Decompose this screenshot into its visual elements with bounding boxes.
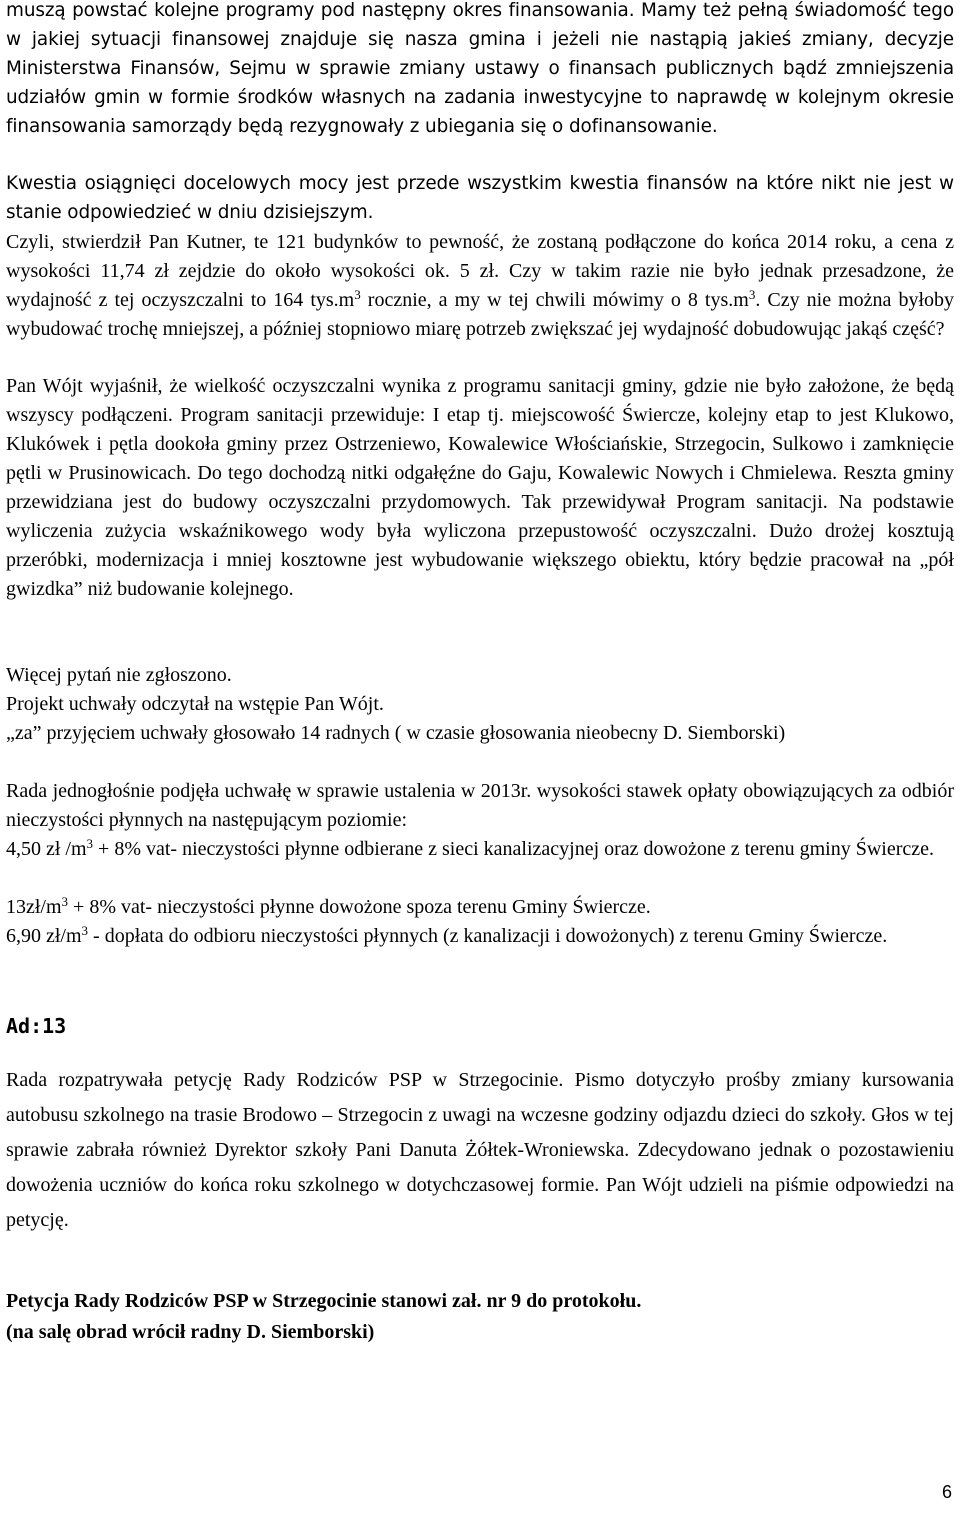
superscript-3: 3 bbox=[86, 836, 94, 851]
paragraph-draft-read: Projekt uchwały odczytał na wstępie Pan Wójt. bbox=[6, 693, 384, 715]
superscript-3: 3 bbox=[354, 287, 361, 302]
paragraph-resolution: Rada jednogłośnie podjęła uchwałę w sprawie ustalenia w 2013r. wysokości stawek opłaty obowiązujących za odbiór nieczystości płynnych na następującym poziomie: bbox=[6, 780, 954, 831]
paragraph-wojt-explanation: Pan Wójt wyjaśnił, że wielkość oczyszczalni wynika z programu sanitacji gminy, gdzie nie było założone, że będą wszyscy podłączeni. Program sanitacji przewiduje: I etap tj. miejscowość Świercze, kolejny etap to jest Klukowo, Klukówek i pętla dookoła gminy przez Ostrzeniewo, Kowalewice Włościańskie, Strzegocin, Sulkowo i zamknięcie pętli w Prusinowicach. Do tego dochodzą nitki odgałęźne do Gaju, Kowalewic Nowych i Chmielewa. Reszta gminy przewidziana jest do budowy oczyszczalni przydomowych. Tak przewidywał Program sanitacji. Na podstawie wyliczenia zużycia wskaźnikowego wody była wyliczona przepustowość oczyszczalni. Dużo drożej kosztują przeróbki, modernizacja i mniej kosztowne jest wybudowanie większego obiektu, który będzie pracował na „pół gwizdka” niż budowanie kolejnego. bbox=[6, 375, 954, 600]
paragraph-kutner-question bbox=[6, 228, 954, 344]
rate-1-amount: 4,50 zł /m bbox=[6, 838, 87, 860]
bold-note-return: (na salę obrad wrócił radny D. Siemborski) bbox=[6, 1321, 375, 1343]
kutner-text-1: Czyli, stwierdził Pan Kutner, te 121 budynków to pewność, że zostaną podłączone do końca 2014 roku, a cena z wysokości 11,74 zł zejdzie do około wysokości ok. 5 zł. Czy w takim razie nie było jednak przesadzone, że wydajność z tej oczyszczalni to 164 tys.m bbox=[6, 231, 954, 311]
rate-line-3 bbox=[6, 922, 954, 951]
paragraph-vote: „za” przyjęciem uchwały głosowało 14 radnych ( w czasie głosowania nieobecny D. Siemborski) bbox=[6, 722, 786, 744]
rate-3-description: - dopłata do odbioru nieczystości płynnych (z kanalizacji i dowożonych) z terenu Gminy Świercze. bbox=[88, 925, 888, 947]
rate-line-2 bbox=[6, 893, 954, 922]
paragraph-capacity-question: Kwestia osiągnięci docelowych mocy jest przede wszystkim kwestia finansów na które nikt nie jest w stanie odpowiedzieć w dniu dzisiejszym. bbox=[6, 173, 954, 223]
paragraph-financing: muszą powstać kolejne programy pod następny okres finansowania. Mamy też pełną świadomość tego w jakiej sytuacji finansowej znajduje się nasza gmina i jeżeli nie nastąpią jakieś zmiany, decyzje Ministerstwa Finansów, Sejmu w sprawie zmiany ustawy o finansach publicznych bądź zmniejszenia udziałów gmin w formie środków własnych na zadania inwestycyjne to naprawdę w kolejnym okresie finansowania samorządy będą rezygnowały z ubiegania się o dofinansowanie. bbox=[6, 0, 954, 137]
section-heading: Ad:13 bbox=[6, 1014, 67, 1038]
page-number: 6 bbox=[941, 1482, 952, 1502]
rate-1-description: + 8% vat- nieczystości płynne odbierane z sieci kanalizacyjnej oraz dowożone z terenu gminy Świercze. bbox=[93, 838, 934, 860]
rate-line-1 bbox=[6, 835, 954, 864]
superscript-3: 3 bbox=[81, 923, 89, 938]
superscript-3: 3 bbox=[61, 894, 69, 909]
paragraph-petition: Rada rozpatrywała petycję Rady Rodziców PSP w Strzegocinie. Pismo dotyczyło prośby zmiany kursowania autobusu szkolnego na trasie Brodowo – Strzegocin z uwagi na wczesne godziny odjazdu dzieci do szkoły. Głos w tej sprawie zabrała również Dyrektor szkoły Pani Danuta Żółtek-Wroniewska. Zdecydowano jednak o pozostawieniu dowożenia uczniów do końca roku szkolnego w dotychczasowej formie. Pan Wójt udzieli na piśmie odpowiedzi na petycję. bbox=[6, 1069, 954, 1231]
paragraph-no-questions: Więcej pytań nie zgłoszono. bbox=[6, 664, 232, 686]
rate-2-amount: 13zł/m bbox=[6, 896, 62, 918]
bold-note-attachment: Petycja Rady Rodziców PSP w Strzegocinie stanowi zał. nr 9 do protokołu. bbox=[6, 1290, 642, 1312]
kutner-text-2: rocznie, a my w tej chwili mówimy o 8 tys.m bbox=[360, 289, 749, 311]
superscript-3: 3 bbox=[748, 287, 756, 302]
kutner-text-3: . Czy nie można byłoby wybudować trochę mniejszej, a później stopniowo miarę potrzeb zwiększać jej wydajność dobudowując jakąś część? bbox=[6, 289, 955, 340]
rate-3-amount: 6,90 zł/m bbox=[6, 925, 82, 947]
rate-2-description: + 8% vat- nieczystości płynne dowożone spoza terenu Gminy Świercze. bbox=[68, 896, 651, 918]
